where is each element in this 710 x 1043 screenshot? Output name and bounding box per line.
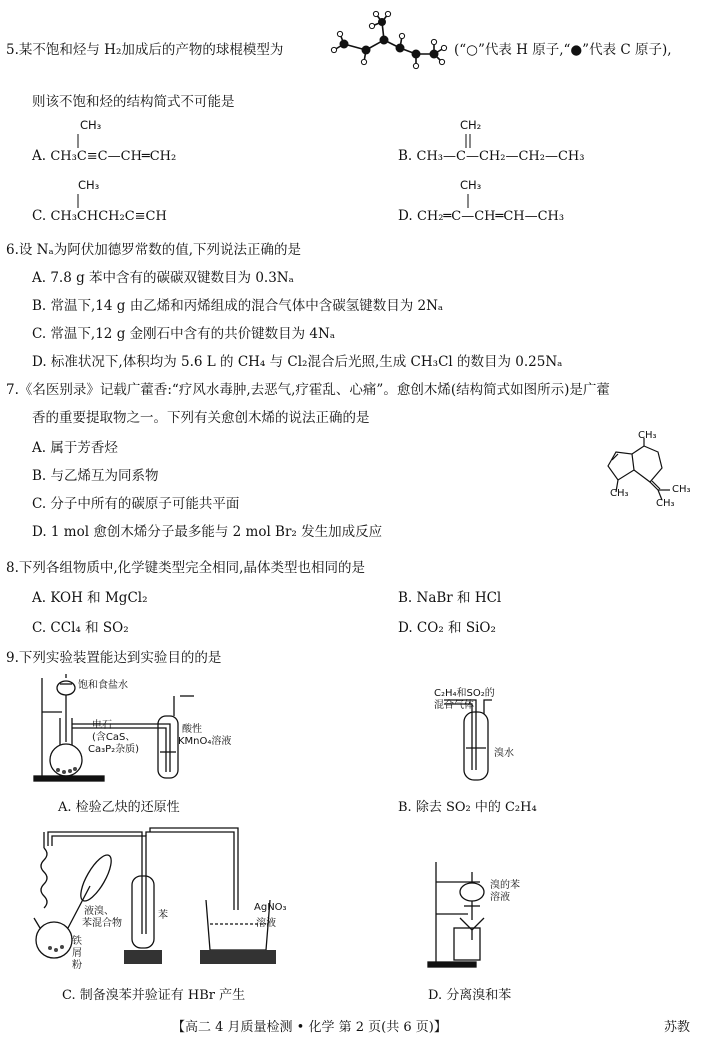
q9-c-label-iron-3: 粉 <box>72 960 82 971</box>
q6-option-a[interactable]: A. 7.8 g 苯中含有的碳碳双键数目为 0.3Nₐ <box>32 270 294 286</box>
q5-ask: 则该不饱和烃的结构简式不可能是 <box>32 94 235 110</box>
q9-b-label-bromine-water: 溴水 <box>494 748 514 759</box>
q5-option-d-formula: CH₂═C—CH═CH—CH₃ <box>416 209 565 224</box>
q5-option-b-formula: CH₃—C—CH₂—CH₂—CH₃ <box>416 149 585 164</box>
q5-stem: 5.某不饱和烃与 H₂加成后的产物的球棍模型为 <box>6 42 284 58</box>
q8-option-d[interactable]: D. CO₂ 和 SiO₂ <box>398 620 496 636</box>
q9-a-label-calcium-carbide: 电石 <box>92 720 112 731</box>
q9-b-label-gas-mix-1: C₂H₄和SO₂的 <box>434 688 495 699</box>
q7-option-a[interactable]: A. 属于芳香烃 <box>32 440 118 456</box>
q5-option-c-formula: CH₃CHCH₂C≡CH <box>50 209 167 224</box>
q7-option-c[interactable]: C. 分子中所有的碳原子可能共平面 <box>32 496 240 512</box>
q7-option-b[interactable]: B. 与乙烯互为同系物 <box>32 468 159 484</box>
q9-c-label-mixture-2: 苯混合物 <box>82 918 122 929</box>
q5-option-d-label: D. <box>398 208 413 224</box>
q5-option-b-label: B. <box>398 148 413 164</box>
q5-option-a[interactable] <box>32 148 176 164</box>
q5-option-d-branch: CH₃ <box>460 178 482 192</box>
footer-edition: 苏教 <box>664 1020 691 1035</box>
q8-option-a[interactable]: A. KOH 和 MgCl₂ <box>32 590 148 606</box>
q9-a-label-brine: 饱和食盐水 <box>78 680 128 691</box>
q7-stem-line2: 香的重要提取物之一。下列有关愈创木烯的说法正确的是 <box>32 410 370 426</box>
q9-d-label-bromine-benzene: 溴的苯 <box>490 880 520 891</box>
q5-option-a-formula: CH₃C≡C—CH═CH₂ <box>50 149 177 164</box>
q9-b-label-gas-mix-2: 混合气体 <box>434 700 474 711</box>
q5-ball-stick-model <box>330 10 450 70</box>
q7-struct-label-bottom: CH₃ <box>656 498 675 509</box>
q9-d-label-solution: 溶液 <box>490 892 510 903</box>
q5-option-a-label: A. <box>32 148 47 164</box>
q5-option-c[interactable] <box>32 208 167 224</box>
q9-apparatus-c <box>20 826 300 966</box>
q6-stem: 6.设 Nₐ为阿伏加德罗常数的值,下列说法正确的是 <box>6 242 301 258</box>
q9-c-label-benzene: 苯 <box>158 910 168 921</box>
q9-caption-a[interactable]: A. 检验乙炔的还原性 <box>58 800 180 815</box>
page-footer: 【高二 4 月质量检测 • 化学 第 2 页(共 6 页)】 <box>172 1020 447 1035</box>
q9-caption-b[interactable]: B. 除去 SO₂ 中的 C₂H₄ <box>398 800 537 815</box>
q9-c-label-solution: 溶液 <box>256 918 276 929</box>
q5-option-b-branch: CH₂ <box>460 118 482 132</box>
q5-option-b[interactable] <box>398 148 584 164</box>
q6-option-c[interactable]: C. 常温下,12 g 金刚石中含有的共价键数目为 4Nₐ <box>32 326 336 342</box>
q9-a-label-impurity-1: (含CaS、 <box>92 732 136 743</box>
q7-struct-label-top: CH₃ <box>638 430 657 441</box>
q9-apparatus-d <box>420 858 520 970</box>
q5-option-c-branch: CH₃ <box>78 178 100 192</box>
q5-option-d[interactable] <box>398 208 564 224</box>
q8-option-b[interactable]: B. NaBr 和 HCl <box>398 590 502 606</box>
q5-legend: (“○”代表 H 原子,“●”代表 C 原子), <box>454 42 672 58</box>
q7-stem-line1: 7.《名医别录》记载广藿香:“疗风水毒肿,去恶气,疗霍乱、心痛”。愈创木烯(结构简式如图所示)是广藿 <box>6 382 610 398</box>
q5-option-d-bond <box>0 0 1 1</box>
q7-option-d[interactable]: D. 1 mol 愈创木烯分子最多能与 2 mol Br₂ 发生加成反应 <box>32 524 383 540</box>
q5-option-a-branch: CH₃ <box>80 118 102 132</box>
q9-a-label-kmno4: KMnO₄溶液 <box>178 736 232 747</box>
q7-guaiene-structure <box>600 430 700 512</box>
q9-stem: 9.下列实验装置能达到实验目的的是 <box>6 650 222 666</box>
q9-caption-d[interactable]: D. 分离溴和苯 <box>428 988 512 1003</box>
q9-c-label-iron-2: 屑 <box>72 948 82 959</box>
q8-stem: 8.下列各组物质中,化学键类型完全相同,晶体类型也相同的是 <box>6 560 365 576</box>
q8-option-c[interactable]: C. CCl₄ 和 SO₂ <box>32 620 129 636</box>
q6-option-d[interactable]: D. 标准状况下,体积均为 5.6 L 的 CH₄ 与 Cl₂混合后光照,生成 CH₃Cl 的数目为 0.25Nₐ <box>32 354 563 370</box>
q9-c-label-iron-1: 铁 <box>72 936 82 947</box>
q9-a-label-acidic: 酸性 <box>182 724 202 735</box>
q6-option-b[interactable]: B. 常温下,14 g 由乙烯和丙烯组成的混合气体中含碳氢键数目为 2Nₐ <box>32 298 444 314</box>
q9-a-label-impurity-2: Ca₃P₂杂质) <box>88 744 140 755</box>
q9-c-label-mixture-1: 液溴、 <box>84 906 114 917</box>
q7-struct-label-right: CH₃ <box>672 484 691 495</box>
q9-caption-c[interactable]: C. 制备溴苯并验证有 HBr 产生 <box>62 988 246 1003</box>
q7-struct-label-left: CH₃ <box>610 488 629 499</box>
q9-c-label-agno3: AgNO₃ <box>254 902 287 913</box>
q5-option-c-label: C. <box>32 208 47 224</box>
